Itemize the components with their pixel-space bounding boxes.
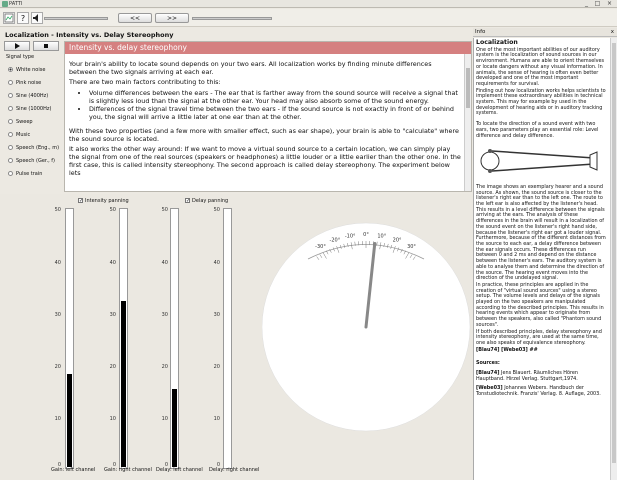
meter-gain-right[interactable] — [119, 208, 128, 469]
next-button[interactable]: >> — [155, 13, 189, 23]
meter-scale — [150, 208, 170, 469]
meter-scale — [43, 208, 63, 469]
scale-tick: 0 — [216, 462, 220, 468]
info-paragraph: Finding out how localization works helps scientists to implement these extraordinary abilities in technical system. This may for example by used in the development of hearing aids or in auditory tracking systems. — [476, 87, 606, 117]
meter-label: Delay: left channel — [156, 467, 203, 473]
meter-level — [121, 301, 126, 467]
meter-delay-right[interactable] — [223, 208, 232, 469]
radio-button[interactable] — [8, 80, 13, 85]
radio-button[interactable] — [8, 171, 13, 176]
document-panel — [64, 41, 472, 192]
checkbox-box[interactable]: ✓ — [186, 198, 191, 204]
info-panel-header — [473, 28, 617, 37]
signal-type-label: Sine (1000Hz) — [16, 106, 52, 112]
source-entry — [476, 371, 606, 382]
radio-button[interactable] — [8, 132, 13, 137]
radio-button[interactable] — [8, 93, 13, 98]
stop-icon — [42, 42, 50, 50]
document-scrollbar[interactable] — [464, 54, 471, 192]
info-paragraph: In practice, these principles are applied in the creation of "virtual sound sources" using a stereo setup. The volume levels and delays of the signals played on the two speakers are manipulated according to the described principles. This results in hearing events which appear to originate from between the speakers, also called "Phantom sound sources". — [476, 281, 604, 328]
scale-tick: 30 — [161, 312, 168, 318]
info-close-button[interactable]: x — [610, 29, 614, 35]
signal-type-label: Pink noise — [16, 80, 42, 86]
play-button[interactable] — [4, 41, 30, 51]
scale-tick: 10 — [213, 416, 220, 422]
help-icon[interactable]: ? — [17, 12, 29, 24]
meter-label: Delay: right channel — [209, 467, 260, 473]
signal-type-label: Pulse train — [16, 171, 43, 177]
document-title: Intensity vs. delay stereophony — [69, 43, 187, 52]
document-paragraph: With these two properties (and a few more with smaller effect, such as ear shape), your brain is able to "calculate" where the sound source is located. — [69, 127, 459, 143]
meter-gain-left[interactable] — [65, 208, 74, 469]
signal-type-label: Signal type — [6, 54, 35, 60]
signal-panel — [4, 41, 62, 191]
signal-type-option[interactable] — [8, 78, 41, 88]
meter-scale — [202, 208, 222, 469]
signal-type-label: Speech (Eng., m) — [16, 145, 60, 151]
scale-tick: 20 — [109, 364, 116, 370]
signal-type-label: Sweep — [16, 119, 33, 125]
scale-tick: 50 — [161, 207, 168, 213]
scale-tick: 40 — [54, 260, 61, 266]
app-icon — [2, 1, 8, 7]
intensity-panning-checkbox[interactable] — [78, 198, 129, 205]
gauge-tick-label: 10° — [377, 233, 387, 240]
radio-button[interactable] — [8, 158, 13, 163]
scale-tick: 40 — [213, 260, 220, 266]
previous-button[interactable]: << — [118, 13, 152, 23]
progress-slider[interactable] — [44, 17, 108, 20]
info-panel — [473, 38, 617, 480]
head-icon — [481, 152, 499, 170]
info-panel-title: Info — [475, 29, 486, 35]
document-title-bar — [65, 42, 471, 54]
gauge-tick-label: -30° — [315, 244, 326, 251]
info-title: Localization — [476, 39, 518, 46]
play-icon — [13, 42, 21, 50]
checkbox-box[interactable]: ✓ — [79, 198, 84, 204]
document-bullet-list — [69, 89, 461, 121]
window-title: PATTI — [9, 1, 23, 7]
toolbar — [0, 9, 617, 27]
signal-type-label: Speech (Ger., f) — [16, 158, 55, 164]
scale-tick: 50 — [54, 207, 61, 213]
source-text: Jens Blauert. Räumliches Hören Hauptband. Hirzel Verlag. Stuttgart,1974. — [476, 370, 578, 382]
scale-tick: 50 — [109, 207, 116, 213]
scale-tick: 30 — [54, 312, 61, 318]
speaker-icon[interactable] — [31, 12, 43, 24]
info-paragraph: To locate the direction of a sound event with two ears, two parameters play an essential role: Level difference and delay difference. — [476, 121, 599, 139]
meter-scale — [98, 208, 118, 469]
position-slider[interactable] — [192, 17, 272, 20]
intensity-panning-label: Intensity panning — [85, 198, 129, 204]
document-bullet: • Differences of the signal travel time between the two ears - If the sound source is not exactly in front of or behind you, the signal will arrive a little later at one ear than at the other. — [89, 105, 461, 121]
gauge-tick-label: 20° — [392, 237, 402, 244]
scale-tick: 30 — [213, 312, 220, 318]
info-paragraph: The image shows an exemplary hearer and a sound source. As shown, the sound source is closer to the listener's right ear than to the left one. The route to the left ear is also affected by the listener's head. This results in a level difference between the signals arriving at the ears. The analysis of these differences in the brain will result in a localization of the sound event on the listener's right hand side, because the listener's right ear got a louder signal. Furthermore, because of the different distances from the source to each ear, a delay difference between the ear signals occurs. These differences run between 0 and 2 ms and depend on the distance between the listener's ears. The auditory system is able to analyse them and determine the direction of the source. The hearing event moves into the direction of the undelayed signal. — [476, 183, 606, 282]
scale-tick: 0 — [164, 462, 168, 468]
scrollbar-thumb[interactable] — [612, 43, 616, 463]
scale-tick: 10 — [109, 416, 116, 422]
scale-tick: 10 — [54, 416, 61, 422]
signal-type-label: Music — [16, 132, 31, 138]
signal-type-label: White noise — [16, 67, 46, 73]
close-icon[interactable]: × — [606, 0, 613, 7]
gauge-tick-label: -10° — [344, 233, 356, 240]
document-paragraph: Your brain's ability to locate sound depends on your two ears. All localization works by finding minute differences between the two signals arriving at each ear. — [69, 60, 432, 76]
signal-type-option[interactable] — [8, 156, 55, 166]
meter-label: Gain: right channel — [104, 467, 152, 473]
scale-tick: 30 — [109, 312, 116, 318]
sources-title: Sources: — [476, 360, 500, 367]
scale-tick: 20 — [161, 364, 168, 370]
document-paragraph: It also works the other way around: If we want to move a virtual sound source to a certain location, we can simply play the signal from one of the real sources (speakers or headphones) a little louder or a little earlier than the other one. In the first case, this is called intensity stereophony. The second approach is called delay stereophony. The experiment below lets — [69, 145, 461, 177]
gauge-tick-label: 30° — [407, 244, 416, 251]
signal-type-option[interactable] — [8, 91, 48, 101]
document-paragraph: There are two main factors contributing to this: — [69, 78, 221, 86]
signal-type-option[interactable] — [8, 169, 42, 179]
radio-button[interactable] — [8, 145, 13, 150]
delay-panning-label: Delay panning — [192, 198, 229, 204]
meter-level — [67, 374, 72, 467]
meter-level — [172, 389, 177, 467]
meter-delay-left[interactable] — [170, 208, 179, 469]
delay-panning-checkbox[interactable] — [185, 198, 228, 205]
scrollbar-thumb[interactable] — [466, 68, 470, 108]
info-scrollbar[interactable] — [610, 38, 617, 480]
signal-type-option[interactable] — [8, 104, 51, 114]
document-body — [69, 60, 461, 179]
source-text: Johannes Webers. Handbuch der Tonstudiotechnik. Franzis' Verlag. 8. Auflage, 2003. — [476, 385, 601, 398]
left-ear-icon — [488, 149, 492, 153]
gauge-tick-label: 0° — [363, 232, 369, 238]
scale-tick: 40 — [161, 260, 168, 266]
maximize-icon[interactable]: □ — [594, 0, 601, 7]
listener-diagram — [476, 140, 604, 182]
signal-type-label: Sine (400Hz) — [16, 93, 49, 99]
speaker-source-icon — [590, 152, 597, 170]
direction-gauge — [262, 214, 471, 440]
home-icon[interactable] — [3, 12, 15, 24]
lesson-title: Localization - Intensity vs. Delay Stereophony — [5, 31, 174, 39]
signal-type-option[interactable] — [8, 65, 45, 75]
scale-tick: 20 — [54, 364, 61, 370]
gauge-tick-label: -20° — [329, 237, 341, 244]
info-references: [Blau74] [Webe03] ## — [476, 346, 538, 353]
minimize-icon[interactable]: _ — [585, 0, 588, 7]
radio-button[interactable] — [8, 119, 13, 124]
source-key: [Webe03] — [476, 385, 503, 392]
signal-type-option[interactable] — [8, 117, 33, 127]
radio-button[interactable] — [8, 67, 13, 72]
document-bullet: • Volume differences between the ears - The ear that is farther away from the sound source will receive a signal that is slightly less loud than the signal at the other ear. Your head may also absorb some of the sound energy. — [89, 89, 461, 105]
source-entry — [476, 386, 606, 397]
meter-label: Gain: left channel — [51, 467, 96, 473]
stop-button[interactable] — [33, 41, 59, 51]
right-ear-icon — [488, 169, 492, 173]
info-paragraph: One of the most important abilities of our auditory system is the localization of sound sources in our environment. Humans are able to orient themselves or locate dangers without any visual information. In animals, the sense of hearing is often even better developed and one of the most important requirements for survival. — [476, 46, 605, 87]
scale-tick: 0 — [57, 462, 61, 468]
info-paragraph: If both described principles, delay stereophony and intensity stereophony, are used at the same time, one also speaks of equivalence stereophony. — [476, 328, 602, 346]
info-body — [476, 40, 606, 399]
source-key: [Blau74] — [476, 370, 500, 377]
scale-tick: 10 — [161, 416, 168, 422]
scale-tick: 50 — [213, 207, 220, 213]
scale-tick: 0 — [112, 462, 116, 468]
signal-type-option[interactable] — [8, 143, 59, 153]
scale-tick: 40 — [109, 260, 116, 266]
title-bar — [0, 0, 617, 8]
radio-button[interactable] — [8, 106, 13, 111]
scale-tick: 20 — [213, 364, 220, 370]
signal-type-option[interactable] — [8, 130, 30, 140]
